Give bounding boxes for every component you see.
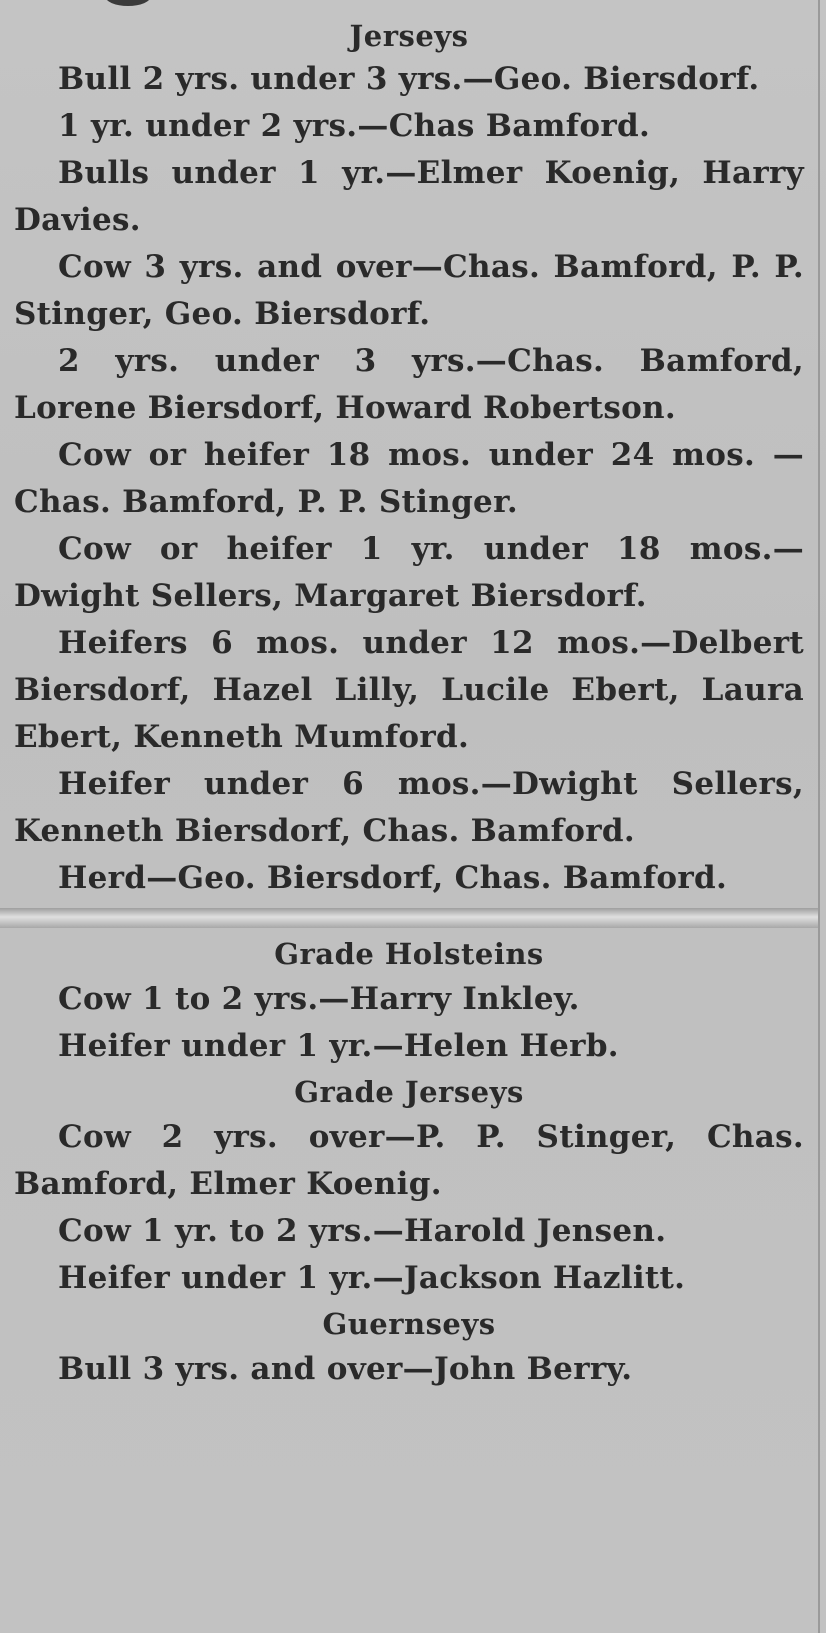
list-item: Heifer under 6 mos.—Dwight Sellers, Kenneth Biersdorf, Chas. Bamford. (14, 766, 804, 849)
list-item: Bull 2 yrs. under 3 yrs.—Geo. Biersdorf. (58, 61, 760, 97)
section-heading: Grade Holsteins (274, 937, 544, 971)
section-grade-jerseys (14, 1070, 804, 1302)
list-item: Cow or heifer 1 yr. under 18 mos.— Dwight Sellers, Margaret Biersdorf. (14, 531, 804, 614)
section-jerseys (14, 16, 804, 902)
list-item: Cow or heifer 18 mos. under 24 mos. —Chas. Bamford, P. P. Stinger. (14, 437, 804, 520)
list-item: Heifer under 1 yr.—Jackson Hazlitt. (58, 1260, 686, 1296)
list-item: Cow 3 yrs. and over—Chas. Bamford, P. P. Stinger, Geo. Biersdorf. (14, 249, 804, 332)
list-item: Cow 2 yrs. over—P. P. Stinger, Chas. Bamford, Elmer Koenig. (14, 1119, 804, 1202)
section-grade-holsteins (14, 932, 804, 1070)
section-heading: Jerseys (349, 19, 469, 53)
list-item: Cow 1 yr. to 2 yrs.—Harold Jensen. (58, 1213, 667, 1249)
section-heading: Grade Jerseys (294, 1075, 524, 1109)
list-item: Heifer under 1 yr.—Helen Herb. (58, 1028, 619, 1064)
paper-tear (0, 908, 818, 928)
list-item: 2 yrs. under 3 yrs.—Chas. Bamford, Lorene Biersdorf, Howard Robertson. (14, 343, 804, 426)
list-item: Herd—Geo. Biersdorf, Chas. Bamford. (58, 860, 728, 896)
section-guernseys (14, 1302, 804, 1393)
list-item: Bulls under 1 yr.—Elmer Koenig, Harry Davies. (14, 155, 804, 238)
lower-sections (14, 932, 804, 1393)
section-heading: Guernseys (322, 1307, 496, 1341)
list-item: 1 yr. under 2 yrs.—Chas Bamford. (58, 108, 651, 144)
list-item: Cow 1 to 2 yrs.—Harry Inkley. (58, 981, 580, 1017)
list-item: Heifers 6 mos. under 12 mos.—Delbert Biersdorf, Hazel Lilly, Lucile Ebert, Laura Ebert, Kenneth Mumford. (14, 625, 804, 755)
column-rule (818, 0, 820, 1633)
list-item: Bull 3 yrs. and over—John Berry. (58, 1351, 633, 1387)
